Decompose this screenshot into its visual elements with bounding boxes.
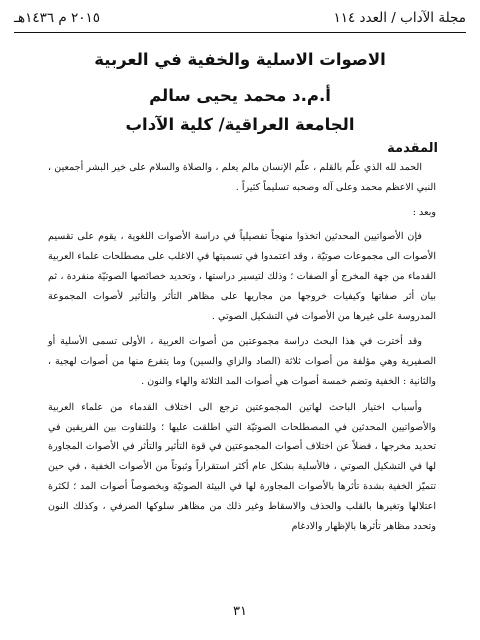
paragraph: الحمد لله الذي علّم بالقلم ، علّم الإنسان مالم يعلم ، والصلاة والسلام على خير البشر أجمعين ، النبي الاعظم محمد وعلى آله وصحبه تسليماً كثيراً . (48, 162, 436, 193)
author-name: أ.م.د محمد يحيى سالم (149, 86, 331, 105)
section-heading: المقدمة (387, 141, 438, 156)
paragraph: وقد أخترت في هذا البحث دراسة مجموعتين من أصوات العربية ، الأولى تسمى الأسلية أو الصفيرية وهي مؤلفة من أصوات ثلاثة (الصاد والزاي والسين) وما يتفرع منها من أصوات لهجية ، والثانية : الخفية وتضم خمسة أصوات هي أصوات المد الثلاثة والهاء والنون . (48, 336, 436, 387)
body-text (48, 158, 436, 541)
publication-date: ٢٠١٥ م ١٤٣٦هـ (14, 10, 101, 26)
running-header (14, 6, 466, 30)
author-affiliation: الجامعة العراقية/ كلية الآداب (125, 115, 355, 134)
article-title: الاصوات الاسلية والخفية في العربية (94, 50, 386, 69)
journal-issue: مجلة الآداب / العدد ١١٤ (333, 10, 466, 26)
header-rule (14, 32, 466, 33)
paragraph: فإن الأصواتيين المحدثين اتخذوا منهجاً تفصيلياً في دراسة الأصوات اللغوية ، يقوم على تقسيم الأصوات الى مجموعات صوتيّة ، وقد اعتمدوا في تسميتها في الاغلب على مصطلحات علماء العربية القدماء من جهة المخرج أو الصفات ؛ وذلك لتيسير دراستها ، وتحديد خصائصها الصوتيّة منفردة ، ثم بيان أثر صفاتها وكيفيات خروجها من مجاريها على مظاهر التأثر والتأثير لأصوات المجموعة المدروسة على غيرها من الأصوات في التشكيل الصوتي . (48, 231, 436, 322)
paragraph: وبعد : (412, 206, 436, 218)
page-number: ٣١ (233, 604, 247, 619)
paragraph: وأسباب اختيار الباحث لهاتين المجموعتين ترجع الى اختلاف القدماء من علماء العربية والأصواتيين المحدثين في المصطلحات الصوتيّة التي اطلقت عليها ؛ وللتفاوت بين الفريقين في تحديد مخرجها ، فضلاً عن اختلاف أصوات المجموعتين في قوة التأثير والتأثر في الأصوات المجاورة لها في التشكيل الصوتي ، فالأسلية بشكل عام أكثر استقراراً وثبوتاً من الأصوات الخفية ، في حين تتميّز الخفية بشدة تأثرها بالأصوات المجاورة لها في البيئة الصوتيّة وبخصوصاً أصوات المد ؛ لكثرة اعتلالها وتغيرها بالقلب والحذف والاسقاط وغير ذلك من مظاهر سلوكها الصرفي ، وكذلك النون وتحدد مظاهر تأثرها بالإظهار والادغام (48, 401, 436, 532)
